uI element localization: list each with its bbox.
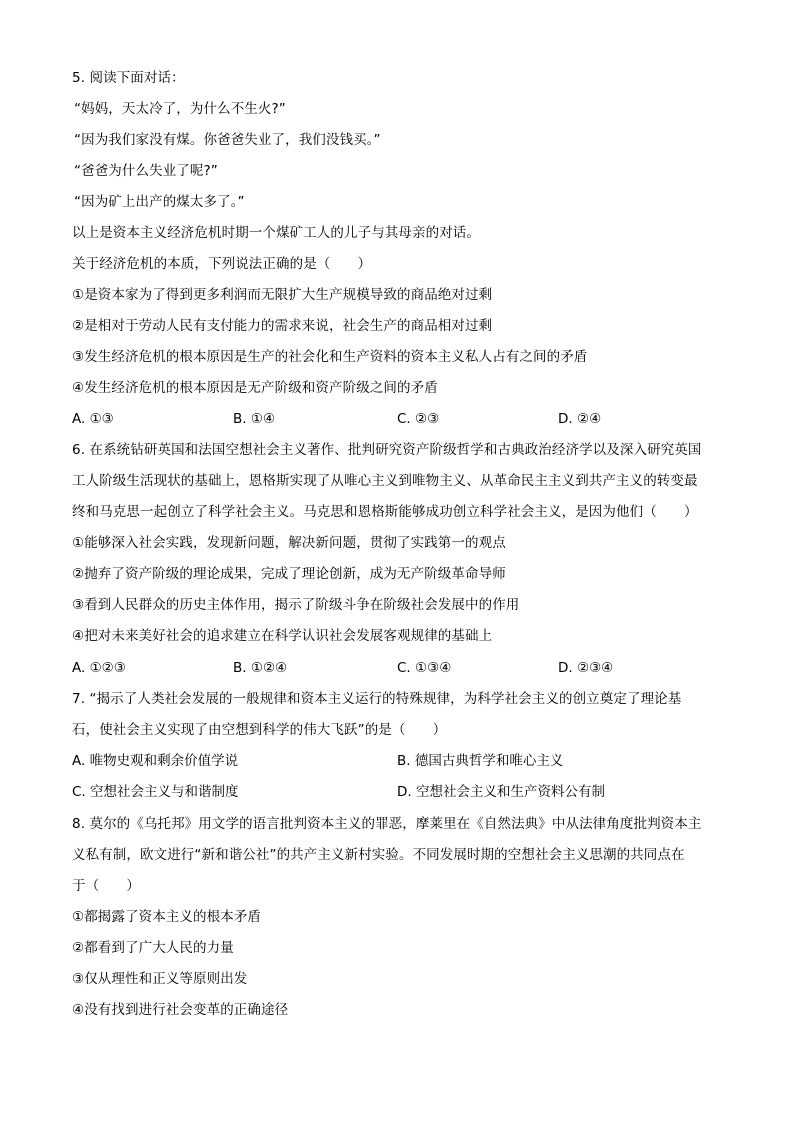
q5-option-c: C. ②③ [397, 411, 440, 427]
q6-option-b: B. ①②④ [233, 660, 288, 676]
q5-context: 以上是资本主义经济危机时期一个煤矿工人的儿子与其母亲的对话。 [72, 225, 480, 241]
q5-dialogue-2: “因为我们家没有煤。你爸爸失业了，我们没钱买。” [74, 132, 381, 148]
q5-option-d: D. ②④ [558, 411, 602, 427]
q7-stem-line-1: 7. “揭示了人类社会发展的一般规律和资本主义运行的特殊规律，为科学社会主义的创立奠定了理论基 [72, 691, 682, 707]
q7-option-d: D. 空想社会主义和生产资料公有制 [397, 784, 605, 800]
q7-option-c: C. 空想社会主义与和谐制度 [72, 784, 239, 800]
q5-statement-2: ②是相对于劳动人民有支付能力的需求来说，社会生产的商品相对过剩 [72, 318, 493, 334]
q6-stem-line-3: 终和马克思一起创立了科学社会主义。马克思和恩格斯能够成功创立科学社会主义，是因为他们（ ） [72, 504, 698, 520]
q6-stem-line-1: 6. 在系统钻研英国和法国空想社会主义著作、批判研究资产阶级哲学和古典政治经济学以及深入研究英国 [72, 442, 702, 458]
q7-option-b: B. 德国古典哲学和唯心主义 [397, 753, 564, 769]
q5-statement-1: ①是资本家为了得到更多利润而无限扩大生产规模导致的商品绝对过剩 [72, 287, 493, 303]
q5-option-b: B. ①④ [233, 411, 276, 427]
q5-statement-3: ③发生经济危机的根本原因是生产的社会化和生产资料的资本主义私人占有之间的矛盾 [72, 349, 588, 365]
q5-dialogue-1: “妈妈，天太冷了，为什么不生火?” [74, 101, 286, 117]
q8-statement-4: ④没有找到进行社会变革的正确途径 [72, 1002, 289, 1018]
q5-option-a: A. ①③ [72, 411, 114, 427]
q6-statement-3: ③看到人民群众的历史主体作用，揭示了阶级斗争在阶级社会发展中的作用 [72, 597, 520, 613]
q5-dialogue-4: “因为矿上出产的煤太多了。” [74, 194, 245, 210]
q6-option-d: D. ②③④ [558, 660, 614, 676]
q8-statement-2: ②都看到了广大人民的力量 [72, 940, 234, 956]
q5-stem: 5. 阅读下面对话： [72, 70, 185, 86]
q5-dialogue-3: “爸爸为什么失业了呢?” [74, 163, 218, 179]
q6-stem-line-2: 工人阶级生活现状的基础上，恩格斯实现了从唯心主义到唯物主义、从革命民主主义到共产主义的转变最 [72, 473, 698, 489]
q6-statement-2: ②抛弃了资产阶级的理论成果，完成了理论创新，成为无产阶级革命导师 [72, 566, 506, 582]
q7-stem-line-2: 石，使社会主义实现了由空想到科学的伟大飞跃”的是（ ） [72, 722, 447, 738]
q8-stem-line-1: 8. 莫尔的《乌托邦》用文学的语言批判资本主义的罪恶，摩莱里在《自然法典》中从法律角度批判资本主 [72, 816, 702, 832]
q6-option-a: A. ①②③ [72, 660, 126, 676]
q5-question: 关于经济危机的本质，下列说法正确的是（ ） [72, 256, 372, 272]
q5-statement-4: ④发生经济危机的根本原因是无产阶级和资产阶级之间的矛盾 [72, 380, 438, 396]
q8-stem-line-2: 义私有制，欧文进行“新和谐公社”的共产主义新村实验。不同发展时期的空想社会主义思潮的共同点在 [72, 847, 685, 863]
q8-stem-line-3: 于（ ） [72, 878, 140, 894]
q6-statement-4: ④把对未来美好社会的追求建立在科学认识社会发展客观规律的基础上 [72, 628, 493, 644]
q6-option-c: C. ①③④ [397, 660, 452, 676]
q8-statement-1: ①都揭露了资本主义的根本矛盾 [72, 909, 262, 925]
q7-option-a: A. 唯物史观和剩余价值学说 [72, 753, 239, 769]
q6-statement-1: ①能够深入社会实践，发现新问题，解决新问题，贯彻了实践第一的观点 [72, 535, 506, 551]
q8-statement-3: ③仅从理性和正义等原则出发 [72, 971, 248, 987]
